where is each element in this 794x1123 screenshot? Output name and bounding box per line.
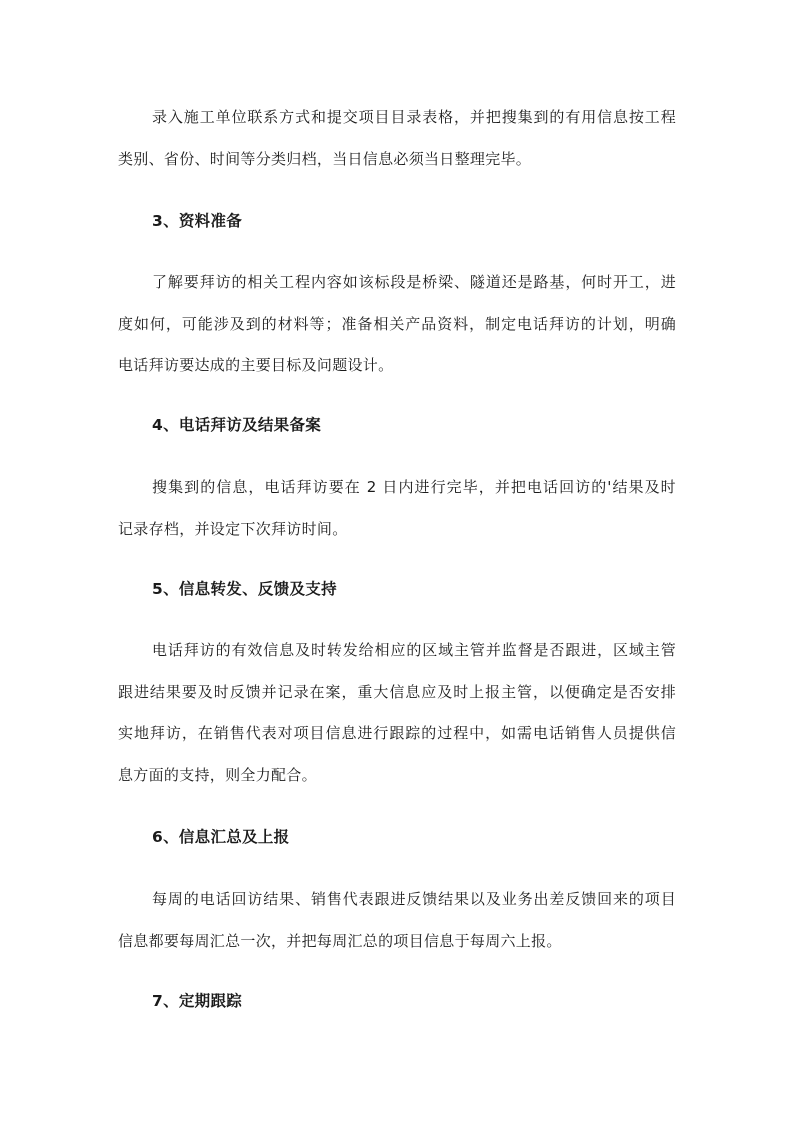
paragraph-line: 信息都要每周汇总一次，并把每周汇总的项目信息于每周六上报。	[118, 931, 562, 950]
paragraph-line: 类别、省份、时间等分类归档，当日信息必须当日整理完毕。	[118, 149, 532, 168]
paragraph-line: 度如何，可能涉及到的材料等；准备相关产品资料，制定电话拜访的计划，明确	[118, 314, 676, 333]
paragraph-line: 搜集到的信息，电话拜访要在 2 日内进行完毕，并把电话回访的'结果及时	[152, 478, 676, 496]
section-heading: 4、电话拜访及结果备案	[152, 416, 322, 434]
paragraph-line: 了解要拜访的相关工程内容如该标段是桥梁、隧道还是路基，何时开工，进	[152, 273, 676, 291]
section-heading: 3、资料准备	[152, 212, 243, 230]
body-paragraph	[118, 467, 676, 550]
paragraph-line: 跟进结果要及时反馈并记录在案，重大信息应及时上报主管，以便确定是否安排	[118, 682, 676, 701]
paragraph-line: 电话拜访的有效信息及时转发给相应的区域主管并监督是否跟进，区域主管	[152, 641, 676, 659]
paragraph-line: 录入施工单位联系方式和提交项目目录表格，并把搜集到的有用信息按工程	[152, 108, 676, 126]
body-paragraph	[118, 630, 676, 796]
section-heading: 7、定期跟踪	[152, 992, 243, 1010]
section-heading: 5、信息转发、反馈及支持	[152, 580, 337, 598]
paragraph-line: 息方面的支持，则全力配合。	[118, 765, 317, 784]
body-paragraph	[118, 262, 676, 387]
paragraph-line: 电话拜访要达成的主要目标及问题设计。	[118, 356, 394, 374]
paragraph-line: 实地拜访，在销售代表对项目信息进行跟踪的过程中，如需电话销售人员提供信	[118, 724, 676, 742]
body-paragraph	[118, 97, 676, 180]
paragraph-line: 每周的电话回访结果、销售代表跟进反馈结果以及业务出差反馈回来的项目	[152, 890, 676, 908]
body-paragraph	[118, 879, 676, 962]
section-heading: 6、信息汇总及上报	[152, 828, 290, 846]
paragraph-line: 记录存档，并设定下次拜访时间。	[118, 519, 348, 538]
